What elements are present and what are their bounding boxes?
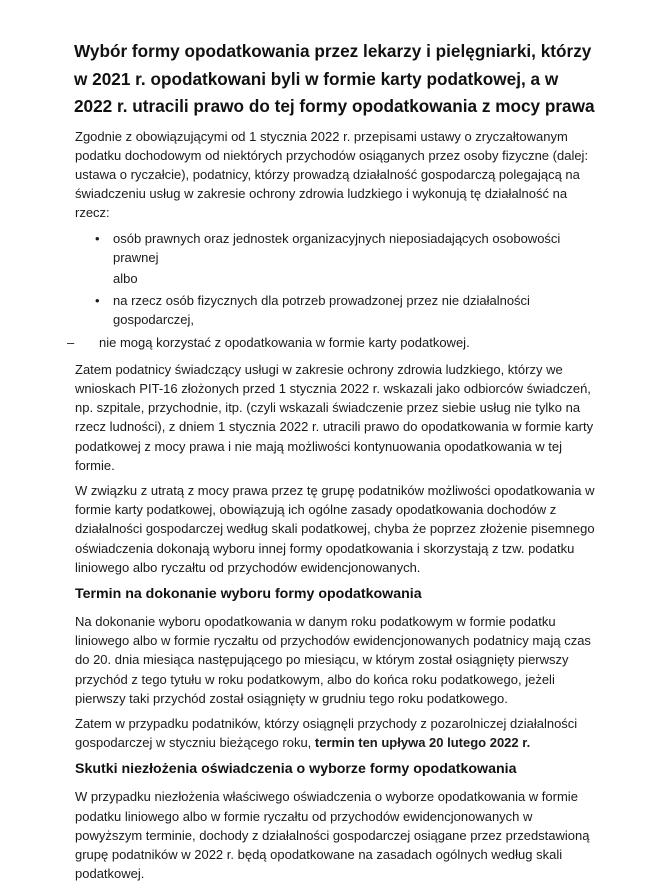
deadline-date: termin ten upływa 20 lutego 2022 r. <box>314 735 531 751</box>
list-item-text: osób prawnych oraz jednostek organizacyjnych nieposiadających osobowości prawnej <box>113 230 561 265</box>
list-item-text: na rzecz osób fizycznych dla potrzeb prowadzonej przez nie działalności gospodarczej, <box>113 293 530 328</box>
section-heading-deadline: Termin na dokonanie wyboru formy opodatkowania <box>75 585 422 602</box>
paragraph-consequences: W przypadku niezłożenia właściwego oświadczenia o wyborze opodatkowania w formie podatku liniowego albo w formie ryczałtu od przychodów ewidencjonowanych w powyższym terminie, dochody z działalności gospodarczej osiągane przez przedstawioną grupę podatników w 2022 r. będą opodatkowane na zasadach ogólnych według skali podatkowej. <box>75 789 590 882</box>
list-item <box>75 291 595 329</box>
document-page <box>67 38 595 889</box>
list-item <box>75 229 595 289</box>
deadline-text: Zatem w przypadku podatników, którzy osiągnęli przychody z pozarolniczej działalności gospodarczej w styczniu bieżącego roku, <box>75 715 578 751</box>
paragraph-deadline: Na dokonanie wyboru opodatkowania w danym roku podatkowym w formie podatku liniowego albo w formie ryczałtu od przychodów ewidencjonowanych podatnicy mają czas do 20. dnia miesiąca następującego po miesiącu, w którym został osiągnięty pierwszy przychód z tego tytułu w roku podatkowym, albo do końca roku podatkowego, jeżeli pierwszy taki przychód został osiągnięty w grudniu tego roku podatkowego. <box>75 613 591 706</box>
conclusion-text: nie mogą korzystać z opodatkowania w formie karty podatkowej. <box>99 334 470 350</box>
conclusion-line <box>67 333 595 352</box>
section-heading-consequences: Skutki niezłożenia oświadczenia o wyborze formy opodatkowania <box>75 761 517 778</box>
document-title: Wybór formy opodatkowania przez lekarzy i pielęgniarki, którzy w 2021 r. opodatkowani byli w formie karty podatkowej, a w 2022 r. utracili prawo do tej formy opodatkowania z mocy prawa <box>74 41 595 116</box>
paragraph-deadline-date <box>75 714 595 752</box>
list-item-connector: albo <box>113 270 138 286</box>
paragraph-consequence: Zatem podatnicy świadczący usługi w zakresie ochrony zdrowia ludzkiego, którzy we wnioskach PIT-16 złożonych przed 1 stycznia 2022 r. wskazali jako odbiorców świadczeń, np. szpitale, przychodnie, itp. (czyli wskazali świadczenie przez siebie usług nie tylko na rzecz ludności), z dniem 1 stycznia 2022 r. utracili prawo do opodatkowania w formie karty podatkowej z mocy prawa i nie mają możliwości kontynuowania opodatkowania w tej formie. <box>75 361 594 473</box>
bullet-icon: • <box>95 230 100 246</box>
recipient-list <box>75 229 595 330</box>
intro-paragraph: Zgodnie z obowiązującymi od 1 stycznia 2022 r. przepisami ustawy o zryczałtowanym podatku dochodowym od niektórych przychodów osiąganych przez osoby fizyczne (dalej: ustawa o ryczałcie), podatnicy, którzy prowadzą działalność gospodarczą polegającą na świadczeniu usług w zakresie ochrony zdrowia ludzkiego i wykonują tę działalność na rzecz: <box>75 128 589 221</box>
paragraph-general-rules: W związku z utratą z mocy prawa przez tę grupę podatników możliwości opodatkowania w formie karty podatkowej, obowiązują ich ogólne zasady opodatkowania dochodów z działalności gospodarczej według skali podatkowej, chyba że poprzez złożenie pisemnego oświadczenia dokonają wyboru innej formy opodatkowania i skorzystają z tzw. podatku liniowego albo ryczałtu od przychodów ewidencjonowanych. <box>75 482 595 575</box>
dash-icon: – <box>67 334 75 350</box>
bullet-icon: • <box>95 293 100 309</box>
